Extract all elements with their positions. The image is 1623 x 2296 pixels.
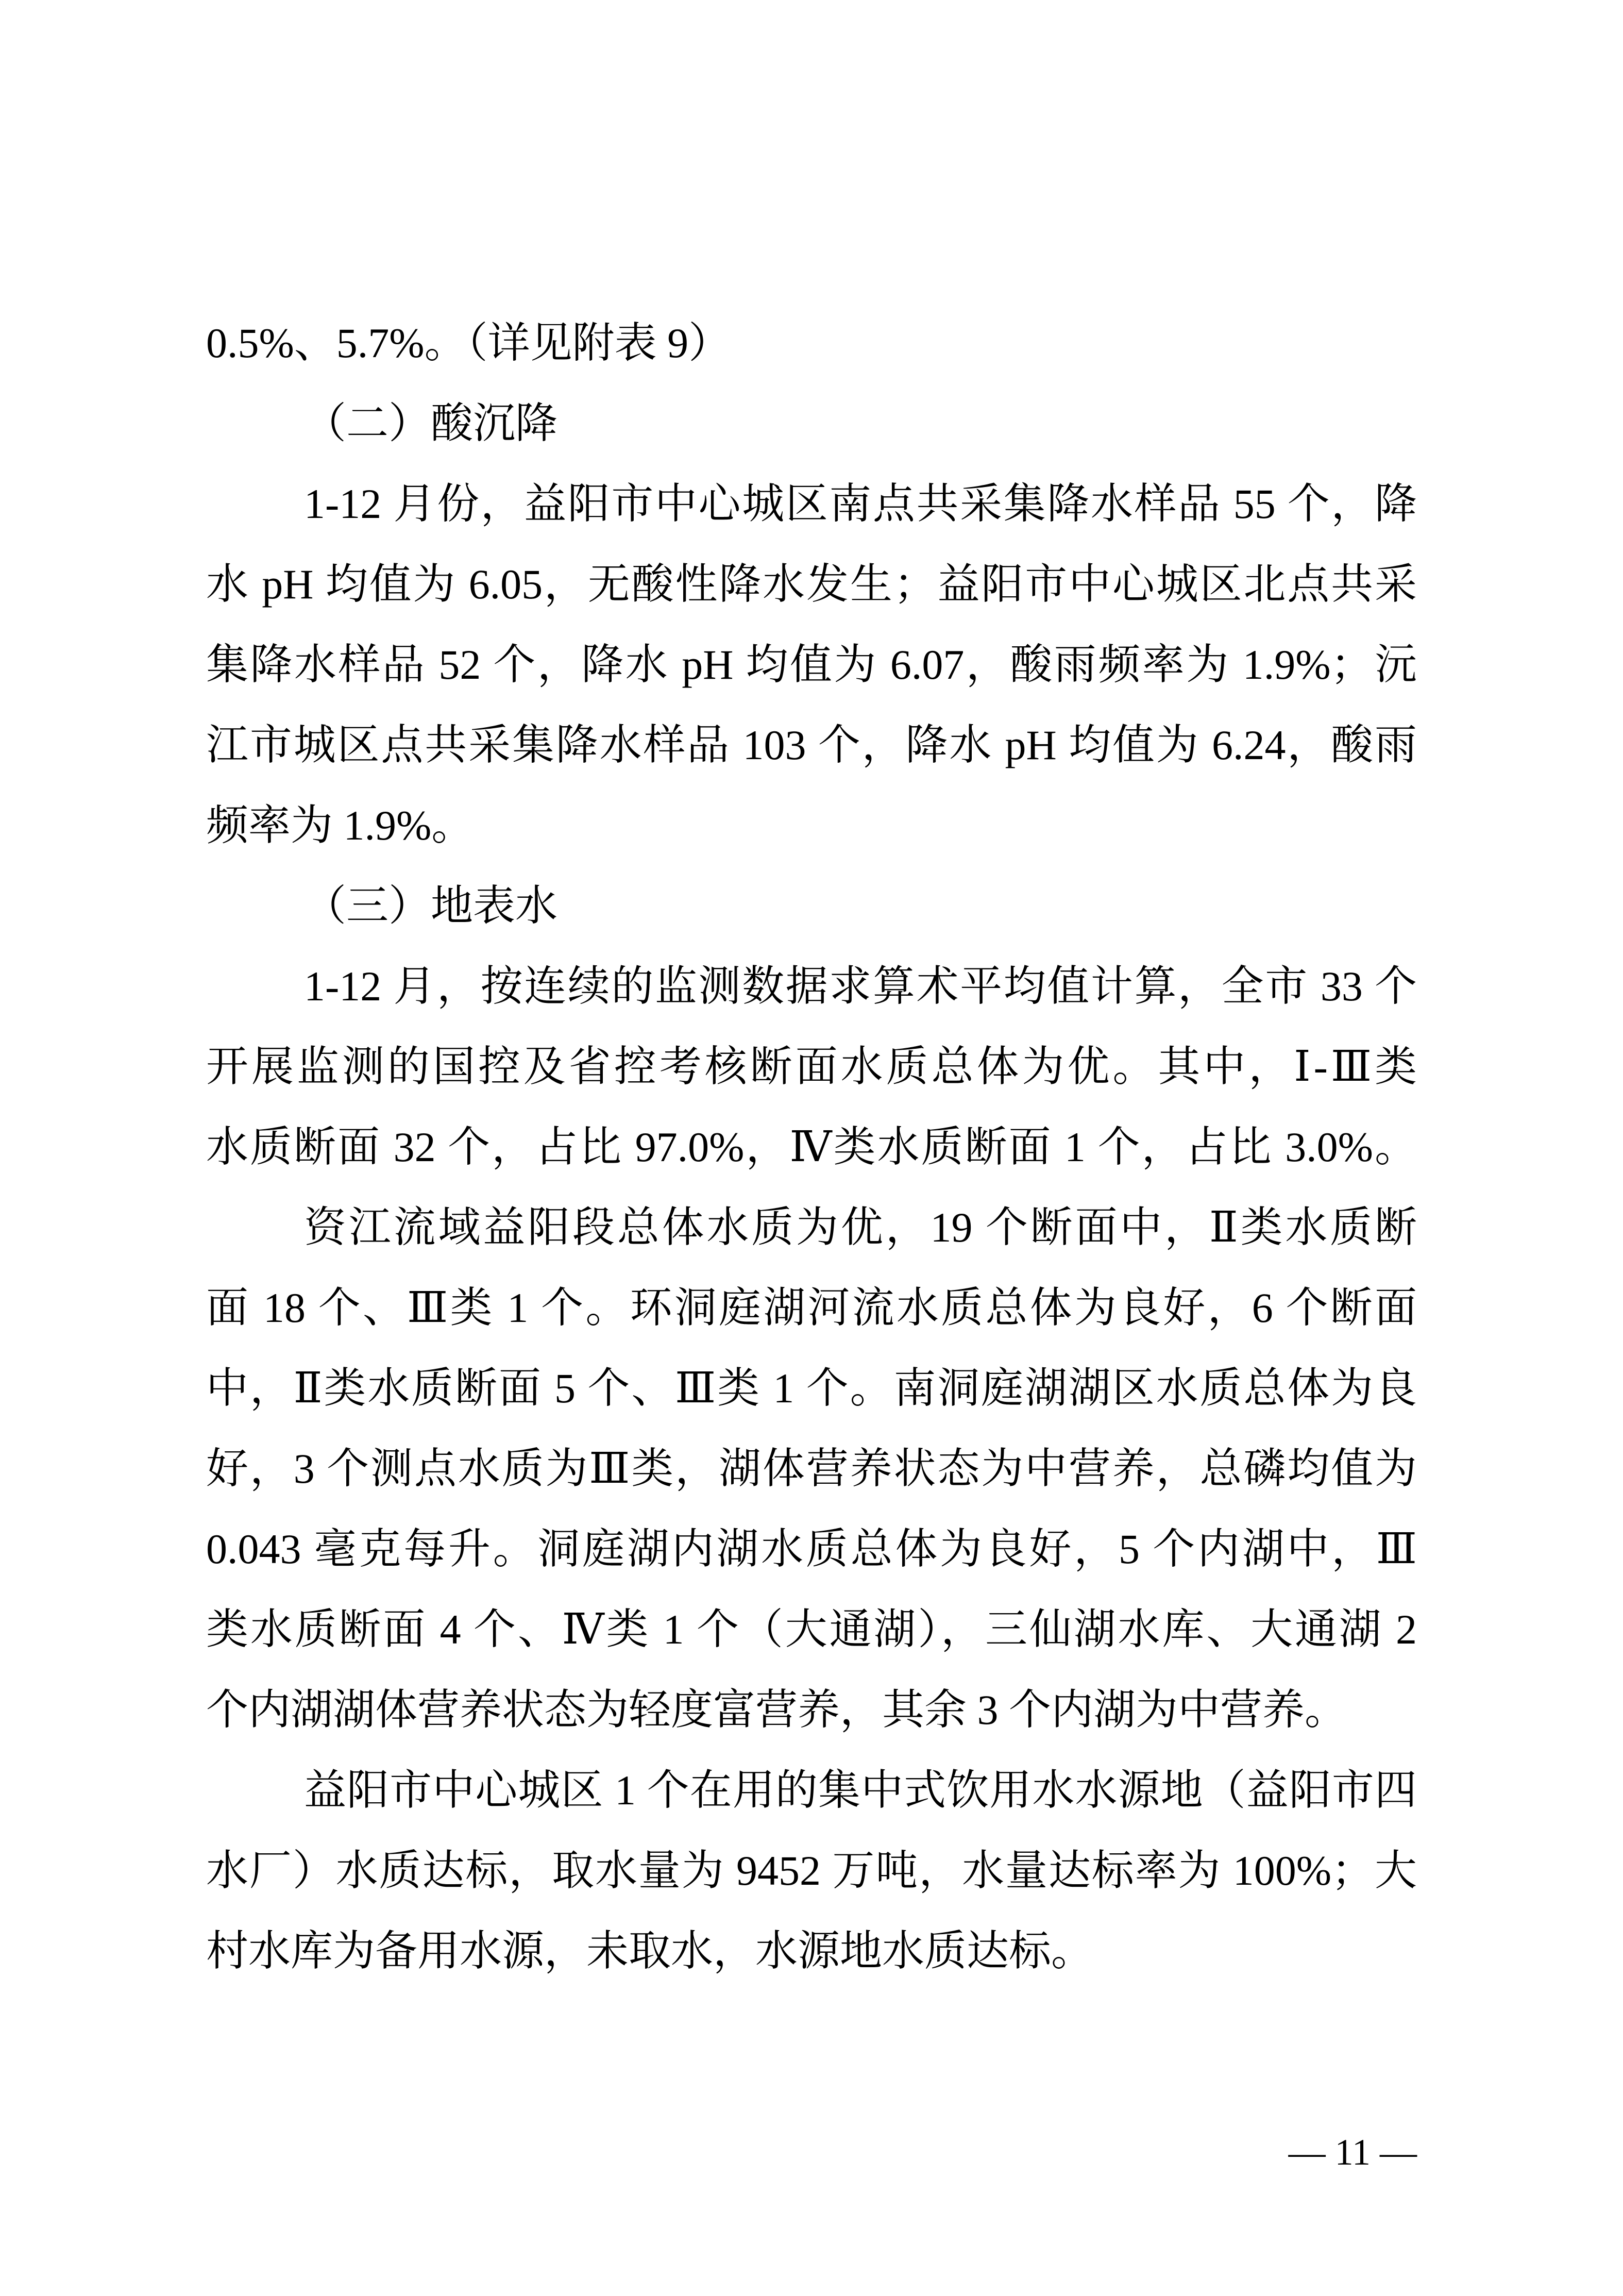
section-heading-surface-water: （三）地表水: [304, 882, 558, 929]
paragraph-line: 中，Ⅱ类水质断面 5 个、Ⅲ类 1 个。南洞庭湖湖区水质总体为良: [206, 1365, 1417, 1412]
paragraph-line: 集降水样品 52 个，降水 pH 均值为 6.07，酸雨频率为 1.9%；沅: [206, 641, 1417, 688]
paragraph-line: 1-12 月，按连续的监测数据求算术平均值计算，全市 33 个: [304, 963, 1417, 1010]
paragraph-line: 开展监测的国控及省控考核断面水质总体为优。其中，Ⅰ-Ⅲ类: [206, 1043, 1417, 1090]
paragraph-tail-line: 个内湖湖体营养状态为轻度富营养，其余 3 个内湖为中营养。: [206, 1686, 1347, 1733]
paragraph-line: 面 18 个、Ⅲ类 1 个。环洞庭湖河流水质总体为良好，6 个断面: [206, 1284, 1417, 1331]
paragraph-line: 0.043 毫克每升。洞庭湖内湖水质总体为良好，5 个内湖中，Ⅲ: [206, 1526, 1417, 1572]
section-heading-acid-deposition: （二）酸沉降: [304, 400, 558, 447]
paragraph-line: 水厂）水质达标，取水量为 9452 万吨，水量达标率为 100%；大: [206, 1847, 1417, 1894]
paragraph-line: 水质断面 32 个，占比 97.0%，Ⅳ类水质断面 1 个，占比 3.0%。: [206, 1124, 1417, 1170]
document-body: [206, 303, 1417, 1991]
paragraph-tail-line: 频率为 1.9%。: [206, 802, 474, 849]
paragraph-line: 资江流域益阳段总体水质为优，19 个断面中，Ⅱ类水质断: [304, 1204, 1417, 1251]
paragraph-tail-line: 村水库为备用水源，未取水，水源地水质达标。: [206, 1928, 1094, 1974]
page-number: — 11 —: [1288, 2132, 1417, 2173]
paragraph-line: 1-12 月份，益阳市中心城区南点共采集降水样品 55 个，降: [304, 480, 1417, 527]
paragraph-line: 类水质断面 4 个、Ⅳ类 1 个（大通湖），三仙湖水库、大通湖 2: [206, 1606, 1417, 1653]
paragraph-line: 水 pH 均值为 6.05，无酸性降水发生；益阳市中心城区北点共采: [206, 561, 1417, 608]
paragraph-line: 江市城区点共采集降水样品 103 个，降水 pH 均值为 6.24，酸雨: [206, 722, 1417, 768]
paragraph-tail-line: 0.5%、5.7%。（详见附表 9）: [206, 320, 731, 366]
paragraph-line: 好，3 个测点水质为Ⅲ类，湖体营养状态为中营养，总磷均值为: [206, 1445, 1417, 1492]
paragraph-line: 益阳市中心城区 1 个在用的集中式饮用水水源地（益阳市四: [304, 1767, 1417, 1814]
